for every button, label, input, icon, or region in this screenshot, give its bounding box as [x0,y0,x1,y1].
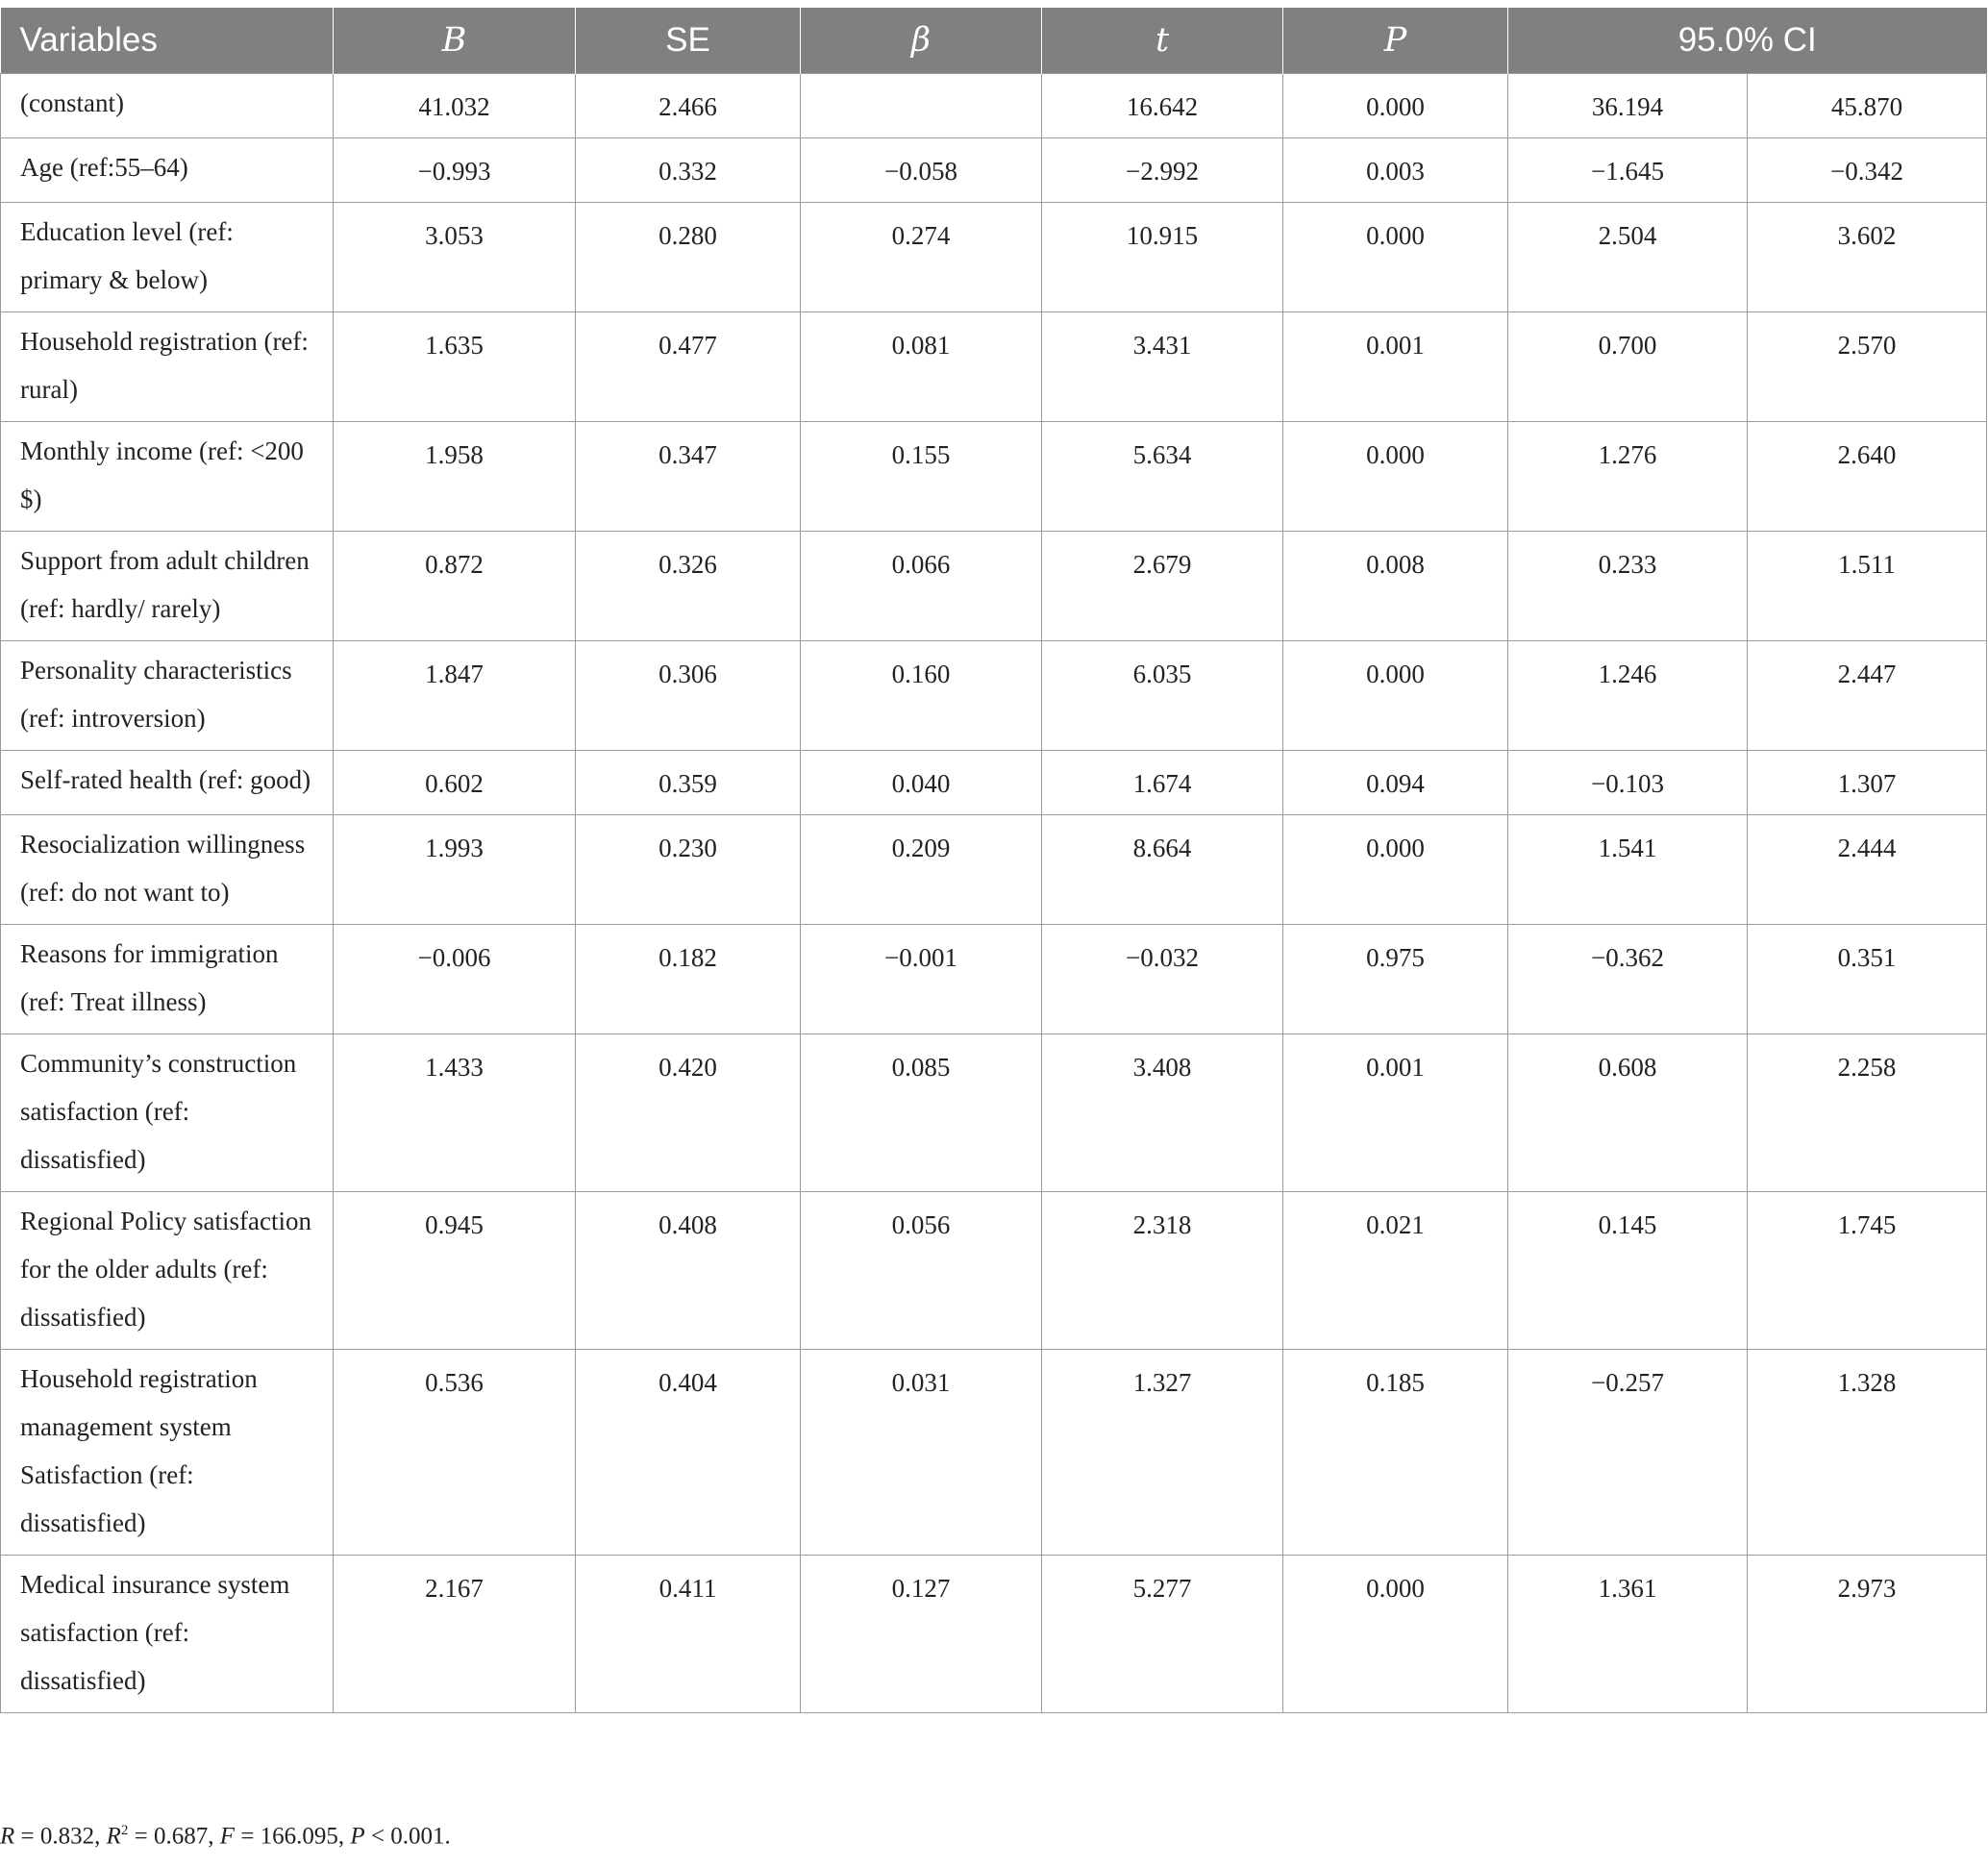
cell-se: 0.230 [576,815,801,925]
footnote-f-value: = 166.095, [235,1823,351,1850]
cell-t: 1.674 [1042,751,1283,815]
footnote-p-label: P [350,1823,365,1850]
cell-beta: −0.001 [801,925,1042,1034]
header-t: t [1042,8,1283,74]
cell-beta: 0.056 [801,1192,1042,1350]
cell-b: −0.993 [334,138,576,203]
cell-ci-low: 1.276 [1508,422,1748,532]
cell-b: 1.847 [334,641,576,751]
cell-variable: Resocialization willingness (ref: do not want to) [1,815,334,925]
cell-se: 0.326 [576,532,801,641]
cell-t: 1.327 [1042,1350,1283,1556]
cell-variable: Education level (ref: primary & below) [1,203,334,312]
cell-variable: Self-rated health (ref: good) [1,751,334,815]
table-row [1,532,1987,641]
cell-ci-high: 1.307 [1748,751,1987,815]
table-row [1,312,1987,422]
cell-p: 0.008 [1283,532,1508,641]
table-row [1,815,1987,925]
cell-ci-low: 2.504 [1508,203,1748,312]
cell-ci-high: 0.351 [1748,925,1987,1034]
cell-ci-high: 2.640 [1748,422,1987,532]
table-row [1,1192,1987,1350]
header-se: SE [576,8,801,74]
cell-beta: 0.274 [801,203,1042,312]
cell-b: 1.433 [334,1034,576,1192]
cell-p: 0.000 [1283,203,1508,312]
cell-ci-high: −0.342 [1748,138,1987,203]
table-row [1,751,1987,815]
cell-ci-high: 2.258 [1748,1034,1987,1192]
cell-b: 41.032 [334,74,576,138]
cell-p: 0.094 [1283,751,1508,815]
cell-se: 0.359 [576,751,801,815]
cell-se: 0.347 [576,422,801,532]
cell-se: 0.477 [576,312,801,422]
cell-variable: Age (ref:55–64) [1,138,334,203]
cell-variable: Household registration (ref: rural) [1,312,334,422]
cell-b: 0.602 [334,751,576,815]
cell-ci-low: 0.145 [1508,1192,1748,1350]
cell-ci-high: 2.570 [1748,312,1987,422]
header-row [1,8,1987,74]
cell-variable: (constant) [1,74,334,138]
cell-b: 0.536 [334,1350,576,1556]
cell-se: 0.411 [576,1556,801,1713]
cell-beta: 0.085 [801,1034,1042,1192]
cell-t: 2.318 [1042,1192,1283,1350]
cell-t: 8.664 [1042,815,1283,925]
cell-se: 0.420 [576,1034,801,1192]
cell-variable: Personality characteristics (ref: introversion) [1,641,334,751]
cell-ci-high: 3.602 [1748,203,1987,312]
footnote-f-label: F [219,1823,236,1850]
cell-ci-low: 1.361 [1508,1556,1748,1713]
cell-p: 0.021 [1283,1192,1508,1350]
table-header [1,8,1987,74]
cell-ci-high: 45.870 [1748,74,1987,138]
cell-variable: Monthly income (ref: <200 $) [1,422,334,532]
cell-se: 0.404 [576,1350,801,1556]
cell-se: 0.306 [576,641,801,751]
cell-se: 2.466 [576,74,801,138]
cell-se: 0.332 [576,138,801,203]
regression-table [0,8,1987,1713]
cell-ci-high: 1.511 [1748,532,1987,641]
cell-variable: Community’s construction satisfaction (ref: dissatisfied) [1,1034,334,1192]
cell-ci-low: 1.246 [1508,641,1748,751]
table-body [1,74,1987,1713]
cell-variable: Household registration management system Satisfaction (ref: dissatisfied) [1,1350,334,1556]
cell-beta: 0.040 [801,751,1042,815]
table-row [1,422,1987,532]
table-row [1,925,1987,1034]
header-p: P [1283,8,1508,74]
cell-ci-low: −0.257 [1508,1350,1748,1556]
cell-p: 0.185 [1283,1350,1508,1556]
cell-variable: Regional Policy satisfaction for the older adults (ref: dissatisfied) [1,1192,334,1350]
cell-ci-high: 2.973 [1748,1556,1987,1713]
cell-variable: Support from adult children (ref: hardly/ rarely) [1,532,334,641]
header-ci: 95.0% CI [1508,8,1987,74]
cell-t: 5.634 [1042,422,1283,532]
footnote-r-label: R [0,1823,15,1850]
cell-beta: 0.209 [801,815,1042,925]
cell-t: 10.915 [1042,203,1283,312]
header-beta: β [801,8,1042,74]
cell-variable: Medical insurance system satisfaction (ref: dissatisfied) [1,1556,334,1713]
table-row [1,641,1987,751]
cell-ci-low: 0.700 [1508,312,1748,422]
table-footnote [0,1823,451,1850]
cell-se: 0.408 [576,1192,801,1350]
cell-beta: 0.127 [801,1556,1042,1713]
table-row [1,74,1987,138]
footnote-r-value: = 0.832, [14,1823,107,1850]
cell-t: 16.642 [1042,74,1283,138]
cell-t: −0.032 [1042,925,1283,1034]
cell-b: 0.945 [334,1192,576,1350]
cell-beta: 0.155 [801,422,1042,532]
table-row [1,1556,1987,1713]
table-row [1,1034,1987,1192]
cell-ci-low: 0.608 [1508,1034,1748,1192]
cell-ci-low: 36.194 [1508,74,1748,138]
cell-p: 0.000 [1283,1556,1508,1713]
cell-p: 0.003 [1283,138,1508,203]
cell-ci-high: 2.444 [1748,815,1987,925]
cell-b: 1.958 [334,422,576,532]
table-row [1,1350,1987,1556]
table-row [1,203,1987,312]
cell-b: 1.993 [334,815,576,925]
table-row [1,138,1987,203]
footnote-r2-sup: 2 [120,1823,129,1838]
header-b: B [334,8,576,74]
cell-beta: 0.066 [801,532,1042,641]
cell-ci-high: 1.745 [1748,1192,1987,1350]
cell-b: 3.053 [334,203,576,312]
cell-se: 0.182 [576,925,801,1034]
cell-beta: 0.160 [801,641,1042,751]
cell-p: 0.000 [1283,641,1508,751]
header-variables: Variables [1,8,334,74]
cell-b: −0.006 [334,925,576,1034]
cell-p: 0.000 [1283,815,1508,925]
cell-p: 0.001 [1283,312,1508,422]
cell-t: 6.035 [1042,641,1283,751]
cell-ci-low: −0.362 [1508,925,1748,1034]
cell-ci-low: −0.103 [1508,751,1748,815]
cell-p: 0.001 [1283,1034,1508,1192]
cell-t: 3.408 [1042,1034,1283,1192]
cell-p: 0.000 [1283,422,1508,532]
cell-b: 2.167 [334,1556,576,1713]
cell-ci-high: 1.328 [1748,1350,1987,1556]
footnote-r2-value: = 0.687, [128,1823,220,1850]
footnote-r2-label: R [106,1823,121,1850]
cell-beta: 0.081 [801,312,1042,422]
cell-t: 5.277 [1042,1556,1283,1713]
cell-b: 0.872 [334,532,576,641]
cell-t: 3.431 [1042,312,1283,422]
cell-variable: Reasons for immigration (ref: Treat illness) [1,925,334,1034]
footnote-p-value: < 0.001. [364,1823,451,1850]
cell-ci-high: 2.447 [1748,641,1987,751]
cell-p: 0.975 [1283,925,1508,1034]
cell-ci-low: 1.541 [1508,815,1748,925]
cell-beta [801,74,1042,138]
cell-t: 2.679 [1042,532,1283,641]
cell-ci-low: −1.645 [1508,138,1748,203]
cell-se: 0.280 [576,203,801,312]
cell-t: −2.992 [1042,138,1283,203]
cell-beta: −0.058 [801,138,1042,203]
cell-beta: 0.031 [801,1350,1042,1556]
cell-ci-low: 0.233 [1508,532,1748,641]
cell-p: 0.000 [1283,74,1508,138]
cell-b: 1.635 [334,312,576,422]
